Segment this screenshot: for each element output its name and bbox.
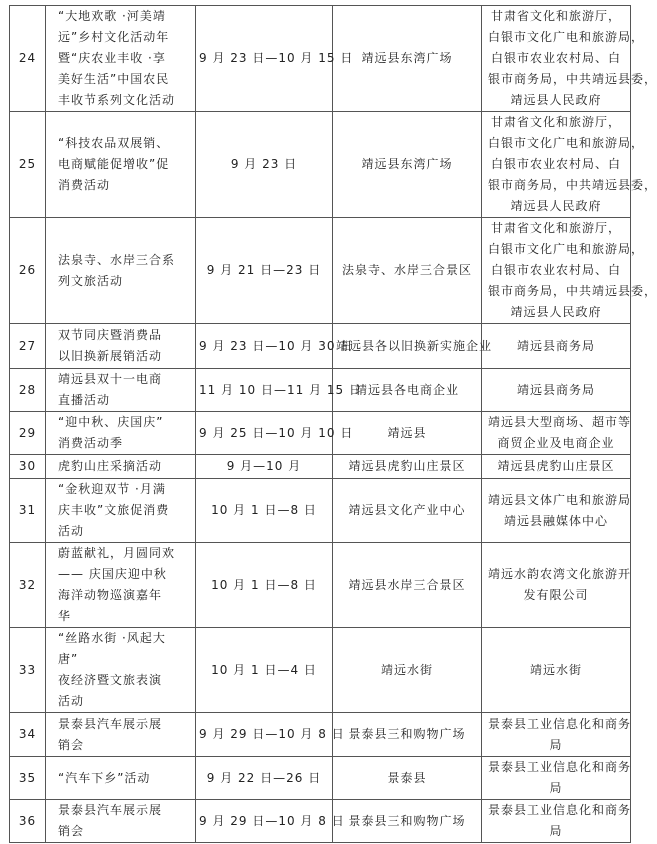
activity-date: 9 月—10 月 bbox=[226, 459, 302, 473]
organizer-line: 景泰县工业信息化和商务 bbox=[488, 803, 632, 817]
organizer-line: 景泰县工业信息化和商务 bbox=[488, 760, 632, 774]
organizer-line: 银市商务局，中共靖远县委， bbox=[488, 72, 657, 86]
venue-cell bbox=[333, 369, 482, 412]
date-cell bbox=[196, 800, 345, 843]
organizer-cell bbox=[482, 6, 657, 112]
venue-cell bbox=[333, 218, 482, 324]
activity-venue: 靖远县各电商企业 bbox=[354, 382, 459, 397]
activity-name-cell bbox=[46, 800, 196, 843]
activity-name-cell bbox=[46, 713, 196, 757]
activity-name-line: 双节同庆暨消费品 bbox=[58, 328, 163, 342]
activity-name-cell bbox=[46, 628, 196, 713]
activity-venue: 靖远县各以旧换新实施企业 bbox=[336, 338, 493, 353]
organizer-cell bbox=[482, 800, 631, 843]
organizer-cell bbox=[482, 628, 631, 713]
activity-name-line: “汽车下乡”活动 bbox=[58, 770, 151, 785]
activity-date: 9 月 25 日—10 月 10 日 bbox=[199, 425, 354, 440]
activity-name-cell bbox=[46, 455, 196, 479]
activity-name-line: —— 庆国庆迎中秋 bbox=[58, 567, 167, 581]
activity-venue: 靖远县虎豹山庄景区 bbox=[348, 459, 466, 473]
row-number-cell bbox=[10, 6, 46, 112]
organizer-line: 靖远县商务局 bbox=[516, 338, 595, 353]
activity-name-line: “金秋迎双节 ·月满 bbox=[58, 482, 166, 496]
venue-cell bbox=[333, 479, 482, 543]
organizer-line: 靖远县人民政府 bbox=[510, 305, 602, 319]
activity-date: 10 月 1 日—4 日 bbox=[211, 662, 317, 677]
organizer-line: 发有限公司 bbox=[523, 588, 589, 602]
activity-name-line: 景泰县汽车展示展 bbox=[58, 803, 163, 817]
activity-name-cell bbox=[46, 412, 196, 455]
activity-name-line: 活动 bbox=[58, 524, 85, 538]
row-number-cell bbox=[10, 543, 46, 628]
row-number-cell bbox=[10, 218, 46, 324]
venue-cell bbox=[333, 6, 482, 112]
venue-cell bbox=[333, 800, 482, 843]
row-number: 24 bbox=[18, 51, 37, 65]
row-number-cell bbox=[10, 324, 46, 369]
organizer-cell bbox=[482, 218, 657, 324]
activity-name-line: 庆丰收”文旅促消费 bbox=[58, 503, 170, 517]
organizer-cell bbox=[482, 412, 631, 455]
activity-name-line: 消费活动季 bbox=[58, 436, 124, 450]
activity-date: 10 月 1 日—8 日 bbox=[211, 503, 317, 517]
row-number: 34 bbox=[18, 727, 37, 741]
activity-venue: 靖远县水岸三合景区 bbox=[348, 577, 466, 592]
row-number: 27 bbox=[18, 338, 37, 353]
activity-name-line: 景泰县汽车展示展 bbox=[58, 716, 163, 731]
organizer-line: 靖远县人民政府 bbox=[510, 199, 602, 213]
activity-name-line: 丰收节系列文化活动 bbox=[58, 93, 176, 107]
activity-date: 9 月 29 日—10 月 8 日 bbox=[199, 727, 345, 741]
venue-cell bbox=[333, 628, 482, 713]
table-body bbox=[10, 6, 657, 843]
row-number: 29 bbox=[18, 425, 37, 440]
activity-venue: 靖远县东湾广场 bbox=[361, 51, 453, 65]
activity-name-line: 海洋动物巡演嘉年 bbox=[58, 588, 163, 602]
activity-name-line: 销会 bbox=[58, 737, 85, 752]
organizer-line: 白银市农业农村局、白 bbox=[490, 263, 621, 277]
activity-venue: 法泉寺、水岸三合景区 bbox=[341, 263, 472, 277]
row-number: 31 bbox=[18, 503, 37, 517]
date-cell bbox=[196, 6, 354, 112]
row-number-cell bbox=[10, 713, 46, 757]
organizer-line: 靖远水街 bbox=[529, 662, 582, 677]
row-number-cell bbox=[10, 412, 46, 455]
activity-name-line: 活动 bbox=[58, 694, 85, 708]
activity-name-line: “科技农品双展销、 bbox=[58, 136, 170, 150]
organizer-line: 局 bbox=[549, 737, 563, 752]
row-number-cell bbox=[10, 628, 46, 713]
venue-cell bbox=[333, 412, 482, 455]
table-row bbox=[10, 800, 631, 843]
organizer-cell bbox=[482, 479, 631, 543]
activity-venue: 景泰县三和购物广场 bbox=[348, 727, 466, 741]
organizer-line: 景泰县工业信息化和商务 bbox=[488, 716, 632, 731]
date-cell bbox=[196, 628, 333, 713]
activity-name-line: 电商赋能促增收”促 bbox=[58, 157, 170, 171]
organizer-line: 靖远水韵农湾文化旅游开 bbox=[488, 567, 632, 581]
organizer-line: 甘肃省文化和旅游厅， bbox=[490, 221, 621, 235]
venue-cell bbox=[333, 324, 493, 369]
organizer-cell bbox=[482, 112, 657, 218]
activity-venue: 景泰县三和购物广场 bbox=[348, 813, 466, 828]
activity-name-cell bbox=[46, 757, 196, 800]
activity-date: 9 月 21 日—23 日 bbox=[206, 263, 322, 277]
organizer-cell bbox=[482, 455, 631, 479]
row-number: 28 bbox=[18, 382, 37, 397]
date-cell bbox=[196, 713, 345, 757]
activity-name-line: 夜经济暨文旅表演 bbox=[58, 673, 163, 687]
activity-date: 9 月 22 日—26 日 bbox=[206, 770, 322, 785]
table-row bbox=[10, 412, 631, 455]
table-row bbox=[10, 324, 631, 369]
row-number-cell bbox=[10, 112, 46, 218]
activity-name-line: 法泉寺、水岸三合系 bbox=[58, 252, 176, 267]
venue-cell bbox=[333, 543, 482, 628]
organizer-line: 白银市农业农村局、白 bbox=[490, 51, 621, 65]
activity-date: 11 月 10 日—11 月 15 日 bbox=[199, 382, 362, 397]
activity-name-line: 以旧换新展销活动 bbox=[58, 349, 163, 363]
table-row bbox=[10, 713, 631, 757]
organizer-cell bbox=[482, 757, 631, 800]
activity-date: 9 月 23 日—10 月 15 日 bbox=[199, 51, 354, 65]
table-row bbox=[10, 479, 631, 543]
row-number-cell bbox=[10, 455, 46, 479]
date-cell bbox=[196, 369, 362, 412]
row-number: 32 bbox=[18, 577, 37, 592]
date-cell bbox=[196, 479, 333, 543]
activity-name-cell bbox=[46, 324, 196, 369]
activity-name-cell bbox=[46, 112, 196, 218]
activity-table bbox=[9, 5, 657, 843]
activity-name-line: 远”乡村文化活动年 bbox=[58, 30, 170, 44]
activity-name-cell bbox=[46, 6, 196, 112]
activity-venue: 靖远县文化产业中心 bbox=[348, 503, 466, 517]
activity-name-line: 靖远县双十一电商 bbox=[58, 372, 163, 386]
row-number: 36 bbox=[18, 813, 37, 828]
activity-date: 9 月 23 日—10 月 30 日 bbox=[199, 338, 354, 353]
organizer-line: 白银市农业农村局、白 bbox=[490, 157, 621, 171]
row-number-cell bbox=[10, 757, 46, 800]
activity-name-line: 暨“庆农业丰收 ·享 bbox=[58, 51, 166, 65]
activity-name-line: 华 bbox=[58, 609, 72, 623]
date-cell bbox=[196, 412, 354, 455]
row-number: 26 bbox=[18, 263, 37, 277]
activity-name-cell bbox=[46, 479, 196, 543]
organizer-line: 商贸企业及电商企业 bbox=[497, 436, 615, 450]
activity-name-cell bbox=[46, 218, 196, 324]
table-row bbox=[10, 628, 631, 713]
row-number: 30 bbox=[18, 459, 37, 473]
activity-date: 9 月 29 日—10 月 8 日 bbox=[199, 813, 345, 828]
row-number-cell bbox=[10, 479, 46, 543]
date-cell bbox=[196, 757, 333, 800]
organizer-line: 靖远县文体广电和旅游局 bbox=[488, 492, 632, 507]
row-number: 25 bbox=[18, 157, 37, 171]
organizer-cell bbox=[482, 713, 631, 757]
organizer-line: 银市商务局，中共靖远县委， bbox=[488, 178, 657, 192]
activity-name-line: 直播活动 bbox=[58, 393, 111, 407]
row-number-cell bbox=[10, 800, 46, 843]
organizer-line: 甘肃省文化和旅游厅， bbox=[490, 115, 621, 129]
organizer-line: 局 bbox=[549, 824, 563, 838]
organizer-line: 局 bbox=[549, 781, 563, 795]
date-cell bbox=[196, 218, 333, 324]
venue-cell bbox=[333, 757, 482, 800]
activity-venue: 靖远水街 bbox=[380, 662, 433, 677]
organizer-line: 靖远县融媒体中心 bbox=[503, 513, 608, 528]
activity-name-line: “丝路水街 ·风起大 bbox=[58, 631, 166, 645]
organizer-line: 靖远县人民政府 bbox=[510, 93, 602, 107]
organizer-line: 白银市文化广电和旅游局， bbox=[488, 136, 645, 150]
table-row bbox=[10, 112, 631, 218]
activity-name-cell bbox=[46, 369, 196, 412]
row-number: 33 bbox=[18, 662, 37, 677]
organizer-line: 白银市文化广电和旅游局， bbox=[488, 30, 645, 44]
activity-name-line: 美好生活”中国农民 bbox=[58, 72, 170, 86]
table-row bbox=[10, 6, 631, 112]
table-row bbox=[10, 218, 631, 324]
organizer-line: 银市商务局，中共靖远县委， bbox=[488, 284, 657, 298]
organizer-cell bbox=[482, 543, 631, 628]
table-row bbox=[10, 543, 631, 628]
table-row bbox=[10, 757, 631, 800]
table-row bbox=[10, 369, 631, 412]
organizer-line: 靖远县商务局 bbox=[516, 382, 595, 397]
activity-name-line: 虎豹山庄采摘活动 bbox=[58, 459, 163, 473]
activity-date: 9 月 23 日 bbox=[230, 157, 298, 171]
activity-name-line: 销会 bbox=[58, 824, 85, 838]
organizer-line: 白银市文化广电和旅游局， bbox=[488, 242, 645, 256]
venue-cell bbox=[333, 112, 482, 218]
activity-venue: 靖远县东湾广场 bbox=[361, 157, 453, 171]
date-cell bbox=[196, 112, 333, 218]
activity-name-line: “大地欢歌 ·河美靖 bbox=[58, 9, 166, 23]
date-cell bbox=[196, 455, 333, 479]
venue-cell bbox=[333, 455, 482, 479]
organizer-line: 靖远县大型商场、超市等 bbox=[488, 415, 632, 429]
organizer-cell bbox=[482, 369, 631, 412]
activity-venue: 靖远县 bbox=[387, 425, 427, 440]
table-row bbox=[10, 455, 631, 479]
activity-date: 10 月 1 日—8 日 bbox=[211, 577, 317, 592]
activity-name-line: 唐” bbox=[58, 652, 79, 666]
organizer-cell bbox=[482, 324, 631, 369]
activity-name-line: 列文旅活动 bbox=[58, 273, 124, 288]
row-number-cell bbox=[10, 369, 46, 412]
activity-name-line: “迎中秋、庆国庆” bbox=[58, 415, 164, 429]
activity-name-cell bbox=[46, 543, 196, 628]
date-cell bbox=[196, 324, 354, 369]
organizer-line: 甘肃省文化和旅游厅， bbox=[490, 9, 621, 23]
row-number: 35 bbox=[18, 770, 37, 785]
venue-cell bbox=[333, 713, 482, 757]
organizer-line: 靖远县虎豹山庄景区 bbox=[497, 459, 615, 473]
date-cell bbox=[196, 543, 333, 628]
activity-name-line: 消费活动 bbox=[58, 178, 111, 192]
activity-name-line: 蔚蓝献礼，月圆同欢 bbox=[58, 546, 176, 560]
activity-venue: 景泰县 bbox=[387, 770, 427, 785]
